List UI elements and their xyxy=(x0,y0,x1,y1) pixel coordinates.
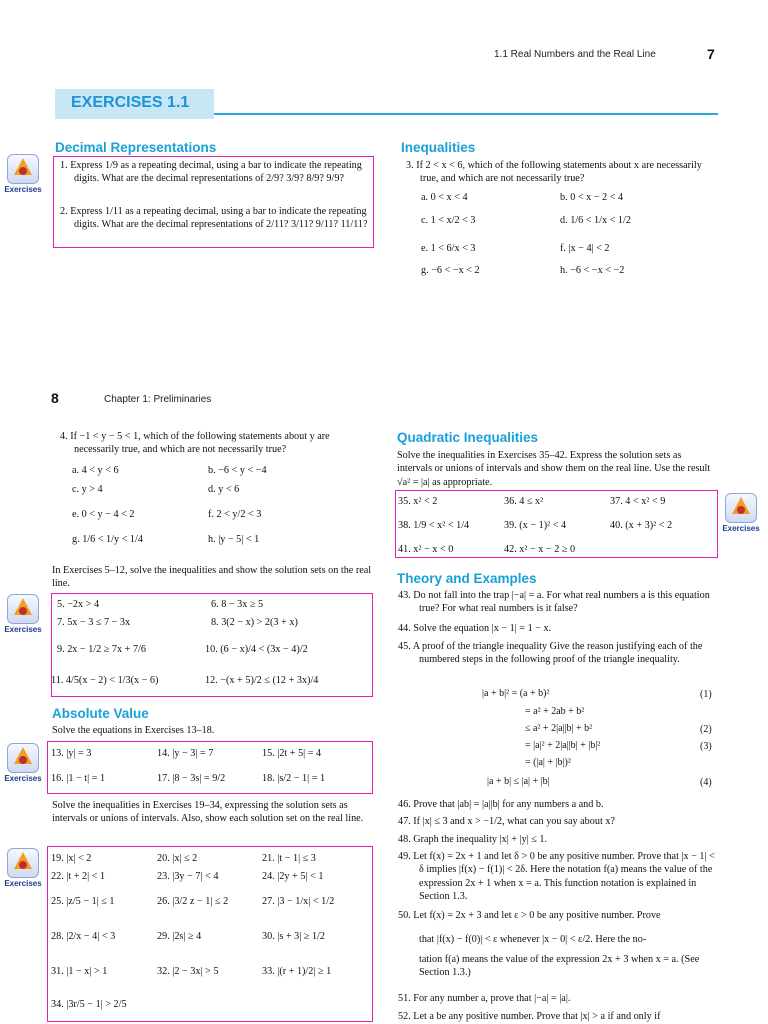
intro-35-42: Solve the inequalities in Exercises 35–42. Express the solution sets as intervals or unions of intervals and show them on the real line. Use the result √a² = |a| as appropriate. xyxy=(397,450,711,488)
page-number-8: 8 xyxy=(51,390,59,406)
exercise-25: 25. |z/5 − 1| ≤ 1 xyxy=(51,896,115,907)
section-heading-decimal: Decimal Representations xyxy=(55,140,217,155)
exercises-badge[interactable] xyxy=(3,154,43,198)
proof-tag-3: (3) xyxy=(700,741,712,752)
exercise-5: 5. −2x > 4 xyxy=(57,599,100,610)
proof-line-4: = |a|² + 2|a||b| + |b|² xyxy=(525,740,601,751)
exercise-36: 36. 4 ≤ x² xyxy=(504,496,544,507)
section-heading-inequalities: Inequalities xyxy=(401,140,476,155)
exercise-38: 38. 1/9 < x² < 1/4 xyxy=(398,520,470,531)
ex4-item-g: g. 1/6 < 1/y < 1/4 xyxy=(72,534,143,545)
ex4-item-a: a. 4 < y < 6 xyxy=(72,465,119,476)
exercise-40: 40. (x + 3)² < 2 xyxy=(610,520,673,531)
badge-label: Exercises xyxy=(4,625,42,634)
exercise-21: 21. |t − 1| ≤ 3 xyxy=(262,853,316,864)
running-head-8: Chapter 1: Preliminaries xyxy=(104,394,212,405)
exercises-badge[interactable] xyxy=(3,848,43,892)
exercise-18: 18. |s/2 − 1| = 1 xyxy=(262,773,326,784)
exercise-41: 41. x² − x < 0 xyxy=(398,544,454,555)
exercise-39: 39. (x − 1)² < 4 xyxy=(504,520,567,531)
intro-5-12: In Exercises 5–12, solve the inequalities and show the solution sets on the real line. xyxy=(52,565,372,590)
badge-dot xyxy=(19,607,27,615)
ex4-item-c: c. y > 4 xyxy=(72,484,103,495)
exercise-32: 32. |2 − 3x| > 5 xyxy=(157,966,219,977)
exercise-10: 10. (6 − x)/4 < (3x − 4)/2 xyxy=(205,644,308,655)
ex3-item-e: e. 1 < 6/x < 3 xyxy=(421,243,476,254)
exercise-47: 47. If |x| ≤ 3 and x > −1/2, what can you say about x? xyxy=(398,816,615,827)
exercise-11: 11. 4/5(x − 2) < 1/3(x − 6) xyxy=(51,675,159,686)
ex3-item-f: f. |x − 4| < 2 xyxy=(560,243,610,254)
ex3-item-d: d. 1/6 < 1/x < 1/2 xyxy=(560,215,631,226)
ex3-item-c: c. 1 < x/2 < 3 xyxy=(421,215,476,226)
badge-label: Exercises xyxy=(4,774,42,783)
proof-line-3: ≤ a² + 2|a||b| + b² xyxy=(525,723,593,734)
section-heading-quadratic: Quadratic Inequalities xyxy=(397,430,539,445)
exercise-20: 20. |x| ≤ 2 xyxy=(157,853,198,864)
exercises-banner-title: EXERCISES 1.1 xyxy=(71,94,190,111)
exercise-29: 29. |2s| ≥ 4 xyxy=(157,931,202,942)
exercise-17: 17. |8 − 3s| = 9/2 xyxy=(157,773,226,784)
exercise-23: 23. |3y − 7| < 4 xyxy=(157,871,219,882)
exercise-52: 52. Let a be any positive number. Prove that |x| > a if and only if xyxy=(398,1011,661,1022)
badge-label: Exercises xyxy=(722,524,760,533)
badge-dot xyxy=(737,506,745,514)
exercise-44: 44. Solve the equation |x − 1| = 1 − x. xyxy=(398,623,552,634)
badge-label: Exercises xyxy=(4,879,42,888)
badge-dot xyxy=(19,861,27,869)
badge-dot xyxy=(19,167,27,175)
exercise-24: 24. |2y + 5| < 1 xyxy=(262,871,324,882)
exercise-15: 15. |2t + 5| = 4 xyxy=(262,748,322,759)
section-heading-absolute: Absolute Value xyxy=(52,706,149,721)
proof-line-1: |a + b|² = (a + b)² xyxy=(482,688,550,699)
banner-rule xyxy=(214,113,718,115)
ex3-item-h: h. −6 < −x < −2 xyxy=(560,265,625,276)
page-number: 7 xyxy=(707,46,715,62)
exercise-14: 14. |y − 3| = 7 xyxy=(157,748,214,759)
exercise-28: 28. |2/x − 4| < 3 xyxy=(51,931,116,942)
intro-13-18: Solve the equations in Exercises 13–18. xyxy=(52,725,215,736)
exercise-51: 51. For any number a, prove that |−a| = |a|. xyxy=(398,993,571,1004)
exercises-badge[interactable] xyxy=(721,493,761,537)
proof-line-2: = a² + 2ab + b² xyxy=(525,706,585,717)
proof-line-6: |a + b| ≤ |a| + |b| xyxy=(487,776,550,787)
exercise-49: 49. Let f(x) = 2x + 1 and let δ > 0 be any positive number. Prove that |x − 1| < δ implies |f(x) − f(1)| < 2δ. Here the notation f(a) means the value of the expression 2x + 1 when x = a. This function notation is explained in Section 1.3. xyxy=(398,851,715,902)
exercises-badge[interactable] xyxy=(3,743,43,787)
intro-19-34: Solve the inequalities in Exercises 19–34, expressing the solution sets as intervals or unions of intervals. Also, show each solution set on the real line. xyxy=(52,800,364,825)
exercise-16: 16. |1 − t| = 1 xyxy=(51,773,106,784)
exercises-badge[interactable] xyxy=(3,594,43,638)
exercise-9: 9. 2x − 1/2 ≥ 7x + 7/6 xyxy=(57,644,146,655)
exercise-37: 37. 4 < x² < 9 xyxy=(610,496,666,507)
exercise-4: 4. If −1 < y − 5 < 1, which of the following statements about y are necessarily true, and which are not necessarily true? xyxy=(60,431,330,456)
exercise-3: 3. If 2 < x < 6, which of the following statements about x are necessarily true, and which are not necessarily true? xyxy=(406,160,702,185)
ex4-item-b: b. −6 < y < −4 xyxy=(208,465,267,476)
ex4-item-f: f. 2 < y/2 < 3 xyxy=(208,509,262,520)
section-heading-theory: Theory and Examples xyxy=(397,571,537,586)
badge-dot xyxy=(19,756,27,764)
ex3-item-g: g. −6 < −x < 2 xyxy=(421,265,480,276)
exercise-34: 34. |3r/5 − 1| > 2/5 xyxy=(51,999,127,1010)
exercise-7: 7. 5x − 3 ≤ 7 − 3x xyxy=(57,617,131,628)
proof-tag-2: (2) xyxy=(700,724,712,735)
exercise-1: 1. Express 1/9 as a repeating decimal, using a bar to indicate the repeating digits. What are the decimal representations of 2/9? 3/9? 8/9? 9/9? xyxy=(60,160,362,185)
running-head: 1.1 Real Numbers and the Real Line xyxy=(494,49,656,60)
ex4-item-d: d. y < 6 xyxy=(208,484,240,495)
exercise-2: 2. Express 1/11 as a repeating decimal, using a bar to indicate the repeating digits. What are the decimal representations of 2/11? 3/11? 9/11? 11/11? xyxy=(60,206,368,231)
exercise-30: 30. |s + 3| ≥ 1/2 xyxy=(262,931,325,942)
exercise-43: 43. Do not fall into the trap |−a| = a. For what real numbers a is this equation true? For what real numbers is it false? xyxy=(398,590,710,615)
exercise-50-line2: that |f(x) − f(0)| < ε whenever |x − 0| < ε/2. Here the no- xyxy=(419,934,647,945)
exercise-19: 19. |x| < 2 xyxy=(51,853,92,864)
exercise-50-line3: tation f(a) means the value of the expression 2x + 3 when x = a. (See Section 1.3.) xyxy=(419,954,700,979)
exercise-8: 8. 3(2 − x) > 2(3 + x) xyxy=(211,617,298,628)
exercise-48: 48. Graph the inequality |x| + |y| ≤ 1. xyxy=(398,834,548,845)
ex4-item-h: h. |y − 5| < 1 xyxy=(208,534,260,545)
exercise-26: 26. |3/2 z − 1| ≤ 2 xyxy=(157,896,229,907)
exercise-45: 45. A proof of the triangle inequality Give the reason justifying each of the numbered steps in the following proof of the triangle inequality. xyxy=(398,641,703,666)
proof-tag-4: (4) xyxy=(700,777,712,788)
ex4-item-e: e. 0 < y − 4 < 2 xyxy=(72,509,135,520)
exercise-46: 46. Prove that |ab| = |a||b| for any numbers a and b. xyxy=(398,799,604,810)
exercise-13: 13. |y| = 3 xyxy=(51,748,92,759)
ex3-item-a: a. 0 < x < 4 xyxy=(421,192,468,203)
exercise-42: 42. x² − x − 2 ≥ 0 xyxy=(504,544,576,555)
exercise-12: 12. −(x + 5)/2 ≤ (12 + 3x)/4 xyxy=(205,675,319,686)
proof-line-5: = (|a| + |b|)² xyxy=(525,757,571,768)
ex3-item-b: b. 0 < x − 2 < 4 xyxy=(560,192,624,203)
exercise-35: 35. x² < 2 xyxy=(398,496,438,507)
badge-label: Exercises xyxy=(4,185,42,194)
proof-tag-1: (1) xyxy=(700,689,712,700)
exercise-22: 22. |t + 2| < 1 xyxy=(51,871,106,882)
exercise-50-line1: 50. Let f(x) = 2x + 3 and let ε > 0 be any positive number. Prove xyxy=(398,910,661,921)
exercise-31: 31. |1 − x| > 1 xyxy=(51,966,108,977)
exercise-6: 6. 8 − 3x ≥ 5 xyxy=(211,599,264,610)
exercise-33: 33. |(r + 1)/2| ≥ 1 xyxy=(262,966,332,977)
exercise-27: 27. |3 − 1/x| < 1/2 xyxy=(262,896,335,907)
